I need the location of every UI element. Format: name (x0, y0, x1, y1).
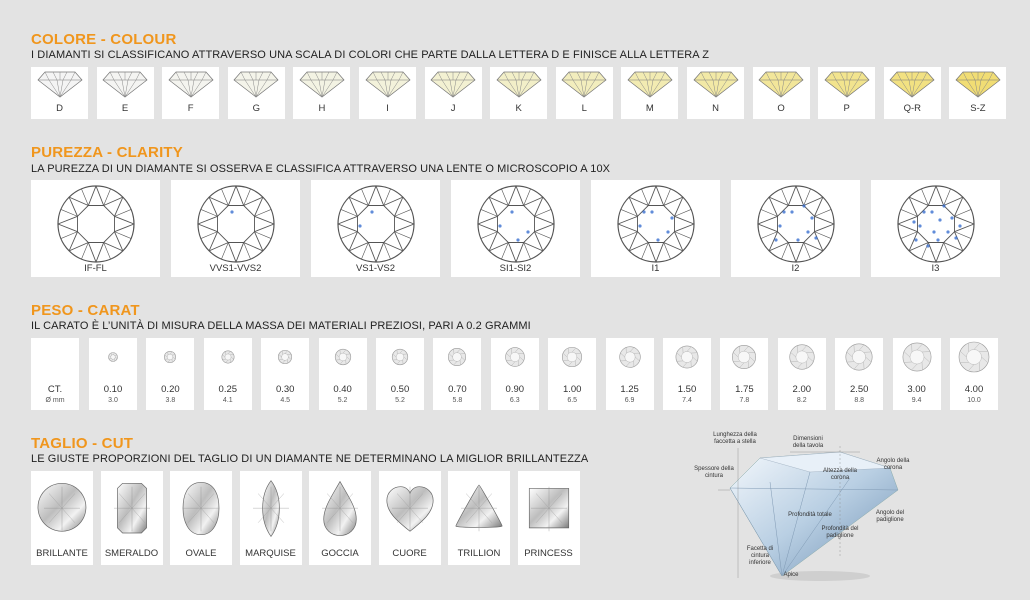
colour-grade-label: L (581, 103, 587, 114)
carat-card-4 (319, 338, 367, 410)
round-diamond-top-icon (194, 182, 278, 266)
diamond-icon (561, 70, 607, 98)
round-diamond-top-icon (894, 182, 978, 266)
colour-grade-label: J (450, 103, 456, 114)
diamond-size-icon (724, 338, 764, 378)
anatomy-culet-label: Apice (783, 572, 799, 578)
clarity-title: PUREZZA - CLARITY (31, 144, 184, 161)
princess-diamond-icon (519, 474, 579, 544)
carat-card-3 (261, 338, 309, 410)
diamond-size-icon (782, 338, 822, 378)
carat-card-9 (606, 338, 654, 410)
cut-shape-label: MARQUISE (245, 548, 296, 559)
cut-shape-label: CUORE (392, 548, 427, 559)
round-diamond-top-icon (334, 182, 418, 266)
colour-card-p (818, 67, 875, 119)
cut-card-pear (309, 471, 371, 565)
carat-card-11 (720, 338, 768, 410)
cut-card-round (31, 471, 93, 565)
diamond-icon (824, 70, 870, 98)
anatomy-crown-angle-label: Angolo della corona (876, 458, 910, 471)
carat-diameter: 6.3 (509, 397, 520, 404)
diamond-icon (889, 70, 935, 98)
diamond-size-icon (93, 338, 133, 378)
diamond-icon (233, 70, 279, 98)
clarity-card-2 (311, 180, 440, 277)
clarity-grade-label: IF-FL (84, 263, 107, 274)
diamond-icon (430, 70, 476, 98)
carat-value: 0.25 (218, 384, 238, 395)
colour-grade-label: F (187, 103, 194, 114)
cut-shape-label: OVALE (185, 548, 217, 559)
carat-value: 2.50 (849, 384, 869, 395)
carat-card-12 (778, 338, 826, 410)
clarity-grade-label: I1 (651, 263, 660, 274)
colour-grade-label: H (318, 103, 326, 114)
carat-value: 4.00 (964, 384, 984, 395)
clarity-card-0 (31, 180, 160, 277)
diamond-size-icon (265, 338, 305, 378)
carat-value: 0.30 (275, 384, 295, 395)
anatomy-pav-angle-label: Angolo del padiglione (875, 510, 905, 523)
clarity-grade-label: I2 (791, 263, 800, 274)
carat-title: PESO - CARAT (31, 302, 140, 319)
clarity-subtitle: LA PUREZZA DI UN DIAMANTE SI OSSERVA E CLASSIFICA ATTRAVERSO UNA LENTE O MICROSCOPIO A 10X (31, 163, 611, 175)
cut-shape-label: GOCCIA (321, 548, 359, 559)
carat-diameter: 4.1 (222, 397, 233, 404)
heart-diamond-icon (380, 474, 440, 544)
diamond-icon (955, 70, 1001, 98)
carat-card-14 (893, 338, 941, 410)
diamond-size-icon (150, 338, 190, 378)
carat-card-7 (491, 338, 539, 410)
carat-head-label: CT. (47, 384, 63, 395)
carat-value: 0.70 (448, 384, 467, 395)
carat-value: 2.00 (792, 384, 812, 395)
colour-card-l (556, 67, 613, 119)
anatomy-table-label: Dimensioni della tavola (792, 436, 824, 449)
colour-card-i (359, 67, 416, 119)
round-diamond-top-icon (54, 182, 138, 266)
round-diamond-top-icon (474, 182, 558, 266)
carat-diameter: 10.0 (967, 397, 981, 404)
diamond-icon (758, 70, 804, 98)
pear-diamond-icon (310, 474, 370, 544)
colour-card-q-r (884, 67, 941, 119)
clarity-grade-label: SI1-SI2 (499, 263, 532, 274)
cut-card-heart (379, 471, 441, 565)
clarity-card-5 (731, 180, 860, 277)
carat-head-sub: Ø mm (45, 397, 65, 404)
cut-shape-label: SMERALDO (104, 548, 159, 559)
diamond-size-icon (839, 338, 879, 378)
diamond-icon (102, 70, 148, 98)
diamond-size-icon (610, 338, 650, 378)
anatomy-girdle-label: Spessore della cintura (694, 466, 734, 479)
trillion-diamond-icon (449, 474, 509, 544)
anatomy-total-depth-label: Profondità totale (788, 512, 832, 518)
carat-card-2 (204, 338, 252, 410)
colour-card-f (162, 67, 219, 119)
diamond-icon (168, 70, 214, 98)
diamond-icon (627, 70, 673, 98)
colour-grade-label: Q-R (903, 103, 921, 114)
diamond-size-icon (323, 338, 363, 378)
carat-card-13 (835, 338, 883, 410)
colour-grade-label: O (777, 103, 785, 114)
carat-diameter: 6.5 (567, 397, 578, 404)
carat-value: 3.00 (907, 384, 926, 395)
colour-card-j (425, 67, 482, 119)
round-diamond-top-icon (614, 182, 698, 266)
carat-diameter: 7.4 (682, 397, 692, 404)
cut-card-emerald (101, 471, 163, 565)
round-diamond-icon (32, 474, 92, 544)
carat-diameter: 8.8 (854, 397, 865, 404)
carat-diameter: 5.2 (337, 397, 348, 404)
carat-card-1 (146, 338, 194, 410)
cut-shape-label: BRILLANTE (36, 548, 88, 559)
colour-grade-label: I (386, 103, 389, 114)
diamond-size-icon (380, 338, 420, 378)
anatomy-pav-depth-label: Profondità del padiglione (821, 526, 859, 539)
diamond-icon (693, 70, 739, 98)
carat-diameter: 9.4 (911, 397, 922, 404)
colour-card-e (97, 67, 154, 119)
colour-grade-label: M (645, 103, 654, 114)
carat-diameter: 4.5 (280, 397, 291, 404)
clarity-grade-label: VS1-VS2 (355, 263, 396, 274)
diamond-size-icon (897, 338, 937, 378)
carat-head-card (31, 338, 79, 410)
emerald-diamond-icon (102, 474, 162, 544)
carat-card-6 (433, 338, 481, 410)
carat-diameter: 6.9 (624, 397, 635, 404)
oval-diamond-icon (171, 474, 231, 544)
carat-card-10 (663, 338, 711, 410)
carat-card-0 (89, 338, 137, 410)
colour-subtitle: I DIAMANTI SI CLASSIFICANO ATTRAVERSO UNA SCALA DI COLORI CHE PARTE DALLA LETTERA D E FINISCE ALLA LETTERA Z (31, 49, 710, 61)
diamond-anatomy (690, 428, 930, 598)
colour-card-m (621, 67, 678, 119)
colour-grade-label: K (515, 103, 522, 114)
carat-value: 0.20 (161, 384, 180, 395)
diamond-icon (496, 70, 542, 98)
diamond-icon (299, 70, 345, 98)
carat-diameter: 8.2 (796, 397, 807, 404)
clarity-card-4 (591, 180, 720, 277)
carat-diameter: 5.8 (452, 397, 463, 404)
anatomy-lower-girdle-label: Facetta di cintura inferiore (746, 546, 774, 566)
carat-diameter: 7.8 (739, 397, 750, 404)
diamond-icon (365, 70, 411, 98)
carat-diameter: 3.8 (165, 397, 176, 404)
colour-card-h (293, 67, 350, 119)
diamond-size-icon (495, 338, 535, 378)
diamond-size-icon (208, 338, 248, 378)
diamond-size-icon (437, 338, 477, 378)
cut-card-oval (170, 471, 232, 565)
colour-title: COLORE - COLOUR (31, 31, 177, 48)
round-diamond-top-icon (754, 182, 838, 266)
cut-shape-label: TRILLION (457, 548, 501, 559)
clarity-card-1 (171, 180, 300, 277)
cut-shape-label: PRINCESS (524, 548, 573, 559)
cut-card-trillion (448, 471, 510, 565)
colour-grade-label: P (843, 103, 850, 114)
colour-card-d (31, 67, 88, 119)
clarity-grade-label: I3 (931, 263, 940, 274)
diamond-size-icon (667, 338, 707, 378)
colour-card-k (490, 67, 547, 119)
cut-card-marquise (240, 471, 302, 565)
cut-title: TAGLIO - CUT (31, 435, 134, 452)
carat-card-8 (548, 338, 596, 410)
carat-diameter: 3.0 (108, 397, 118, 404)
carat-value: 0.50 (390, 384, 410, 395)
colour-card-g (228, 67, 285, 119)
diamond-size-icon (552, 338, 592, 378)
diamond-size-icon (954, 338, 994, 378)
colour-card-n (687, 67, 744, 119)
anatomy-star-label: Lunghezza della faccetta a stella (713, 432, 757, 445)
carat-value: 0.90 (505, 384, 525, 395)
carat-value: 1.50 (677, 384, 697, 395)
colour-card-o (753, 67, 810, 119)
colour-grade-label: N (712, 103, 719, 114)
carat-card-5 (376, 338, 424, 410)
carat-value: 0.40 (333, 384, 352, 395)
carat-value: 1.75 (735, 384, 754, 395)
carat-value: 1.00 (562, 384, 582, 395)
colour-grade-label: D (56, 103, 63, 114)
cut-subtitle: LE GIUSTE PROPORZIONI DEL TAGLIO DI UN DIAMANTE NE DETERMINANO LA MIGLIOR BRILLANTEZZA (31, 453, 589, 465)
carat-diameter: 5.2 (395, 397, 405, 404)
anatomy-crown-height-label: Altezza della corona (822, 468, 858, 481)
marquise-diamond-icon (241, 474, 301, 544)
diamond-icon (37, 70, 83, 98)
colour-grade-label: E (121, 103, 129, 114)
clarity-grade-label: VVS1-VVS2 (209, 263, 262, 274)
colour-grade-label: G (252, 103, 260, 114)
clarity-card-6 (871, 180, 1000, 277)
colour-card-s-z (949, 67, 1006, 119)
carat-card-15 (950, 338, 998, 410)
carat-value: 1.25 (620, 384, 639, 395)
colour-grade-label: S-Z (970, 103, 986, 114)
carat-value: 0.10 (103, 384, 123, 395)
carat-subtitle: IL CARATO È L’UNITÀ DI MISURA DELLA MASSA DEI MATERIALI PREZIOSI, PARI A 0.2 GRAMMI (31, 320, 531, 332)
cut-card-princess (518, 471, 580, 565)
clarity-card-3 (451, 180, 580, 277)
